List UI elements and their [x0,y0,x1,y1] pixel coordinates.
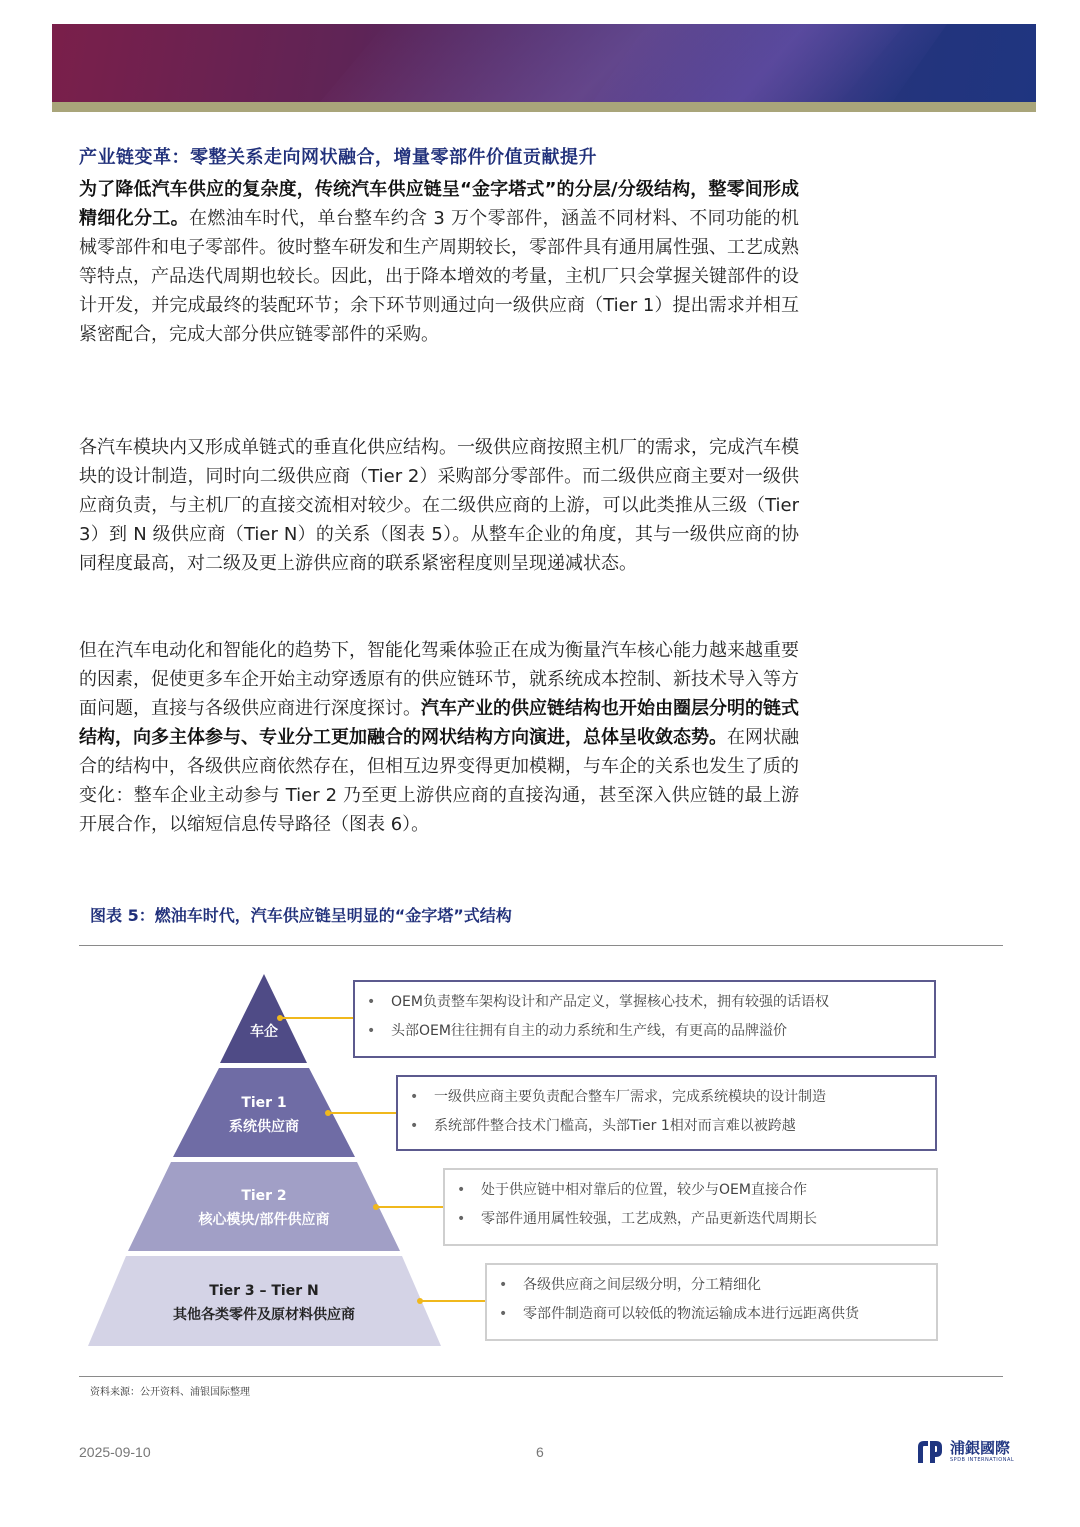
figure-rule-bottom [79,1376,1003,1377]
pyramid-tier-1-label [194,1091,334,1139]
bullet-dot: • [457,1182,466,1198]
bullet-dot: • [410,1089,419,1105]
page-number: 6 [536,1444,544,1460]
pyramid-tier-2-label [164,1184,364,1232]
tier-2-bullet-2 [457,1205,924,1234]
tier-3-line1: Tier 3 – Tier N [209,1283,319,1299]
connector-dot-3 [417,1298,423,1304]
logo-subtitle: SPDB INTERNATIONAL [950,1457,1015,1463]
bullet-dot: • [410,1118,419,1134]
tier-3-bullet-1 [499,1271,924,1300]
company-logo [914,1437,1044,1469]
paragraph-2: 各汽车模块内又形成单链式的垂直化供应结构。一级供应商按照主机厂的需求，完成汽车模块的设计制造，同时向二级供应商（Tier 2）采购部分零部件。而二级供应商主要对一级供应商负责，与主机厂的直接交流相对较少。在二级供应商的上游，可以此类推从三级（Tier 3）到 N 级供应商（Tier N）的关系（图表 5）。从整车企业的角度，其与一级供应商的协同程度最高，对二级及更上游供应商的联系紧密程度则呈现递减状态。 [79,437,799,574]
paragraph-3-body-1: 但在汽车电动化和智能化的趋势下，智能化驾乘体验正在成为衡量汽车核心能力越来越重要的因素，促使更多车企开始主动穿透原有的供应链环节，就系统成本控制、新技术导入等方面问题，直接与各级供应商进行深度探讨。 [79,640,799,719]
tier-0-bullet-2 [367,1017,922,1046]
paragraph-1-body: 在燃油车时代，单台整车约含 3 万个零部件，涵盖不同材料、不同功能的机械零部件和电子零部件。彼时整车研发和生产周期较长，零部件具有通用属性强、工艺成熟等特点，产品迭代周期也较长。因此，出于降本增效的考量，主机厂只会掌握关键部件的设计开发，并完成最终的装配环节；余下环节则通过向一级供应商（Tier 1）提出需求并相互紧密配合，完成大部分供应链零部件的采购。 [79,208,799,345]
paragraph-1-bold: 为了降低汽车供应的复杂度，传统汽车供应链呈“金字塔式”的分层/分级结构，整零间形成精细化分工。 [79,179,799,229]
bullet-dot: • [367,994,376,1010]
logo-name: 浦銀國際 [950,1439,1011,1457]
tier-2-bullet-1 [457,1176,924,1205]
tier-0-bullet-2-text: 头部OEM往往拥有自主的动力系统和生产线，有更高的品牌溢价 [391,1023,787,1039]
pyramid-tier-3-label [134,1279,394,1327]
tier-2-line2: 核心模块/部件供应商 [198,1212,330,1228]
tier-1-bullet-1 [410,1083,923,1112]
tier-3-bullet-2 [499,1300,924,1329]
tier-3-bullet-1-text: 各级供应商之间层级分明，分工精细化 [523,1277,761,1293]
paragraph-1 [79,175,799,349]
figure-source: 资料来源：公开资料、浦银国际整理 [90,1387,250,1398]
tier-2-bullet-2-text: 零部件通用属性较强，工艺成熟，产品更新迭代周期长 [481,1211,817,1227]
logo-mark-icon [914,1437,946,1467]
tier-2-bullet-1-text: 处于供应链中相对靠后的位置，较少与OEM直接合作 [481,1182,807,1198]
section-title: 产业链变革：零整关系走向网状融合，增量零部件价值贡献提升 [79,147,597,168]
paragraph-3-bold: 汽车产业的供应链结构也开始由圈层分明的链式结构，向多主体参与、专业分工更加融合的网状结构方向演进，总体呈收敛态势。 [79,698,799,748]
bullet-dot: • [457,1211,466,1227]
figure-title: 图表 5：燃油车时代，汽车供应链呈明显的“金字塔”式结构 [90,906,512,925]
tier-1-line2: 系统供应商 [229,1119,299,1135]
tier-3-line2: 其他各类零件及原材料供应商 [173,1307,355,1323]
tier-1-bullet-1-text: 一级供应商主要负责配合整车厂需求，完成系统模块的设计制造 [434,1089,826,1105]
bullet-dot: • [499,1277,508,1293]
paragraph-3 [79,636,799,839]
tier-1-line1: Tier 1 [241,1095,287,1111]
pyramid-tier-0-label [214,1020,314,1044]
tier-0-line1: 车企 [250,1024,278,1040]
paragraph-3-body-2: 在网状融合的结构中，各级供应商依然存在，但相互边界变得更加模糊，与车企的关系也发生了质的变化：整车企业主动参与 Tier 2 乃至更上游供应商的直接沟通，甚至深入供应链的最上游开展合作，以缩短信息传导路径（图表 6）。 [79,727,799,835]
bullet-dot: • [499,1306,508,1322]
tier-3-bullet-2-text: 零部件制造商可以较低的物流运输成本进行远距离供货 [523,1306,859,1322]
tier-3-description-box [485,1263,938,1341]
tier-1-bullet-2-text: 系统部件整合技术门槛高，头部Tier 1相对而言难以被跨越 [434,1118,796,1134]
tier-2-line1: Tier 2 [241,1188,287,1204]
pyramid-diagram [80,960,1000,1360]
tier-0-bullet-1-text: OEM负责整车架构设计和产品定义，掌握核心技术，拥有较强的话语权 [391,994,829,1010]
footer-date: 2025-09-10 [79,1444,151,1460]
connector-dot-2 [373,1204,379,1210]
tier-0-bullet-1 [367,988,922,1017]
tier-2-description-box [443,1168,938,1246]
header-strip [52,102,1036,112]
bullet-dot: • [367,1023,376,1039]
tier-0-description-box [353,980,936,1058]
figure-rule-top [79,945,1003,946]
tier-1-bullet-2 [410,1112,923,1141]
tier-1-description-box [396,1075,937,1151]
header-banner [52,24,1036,102]
